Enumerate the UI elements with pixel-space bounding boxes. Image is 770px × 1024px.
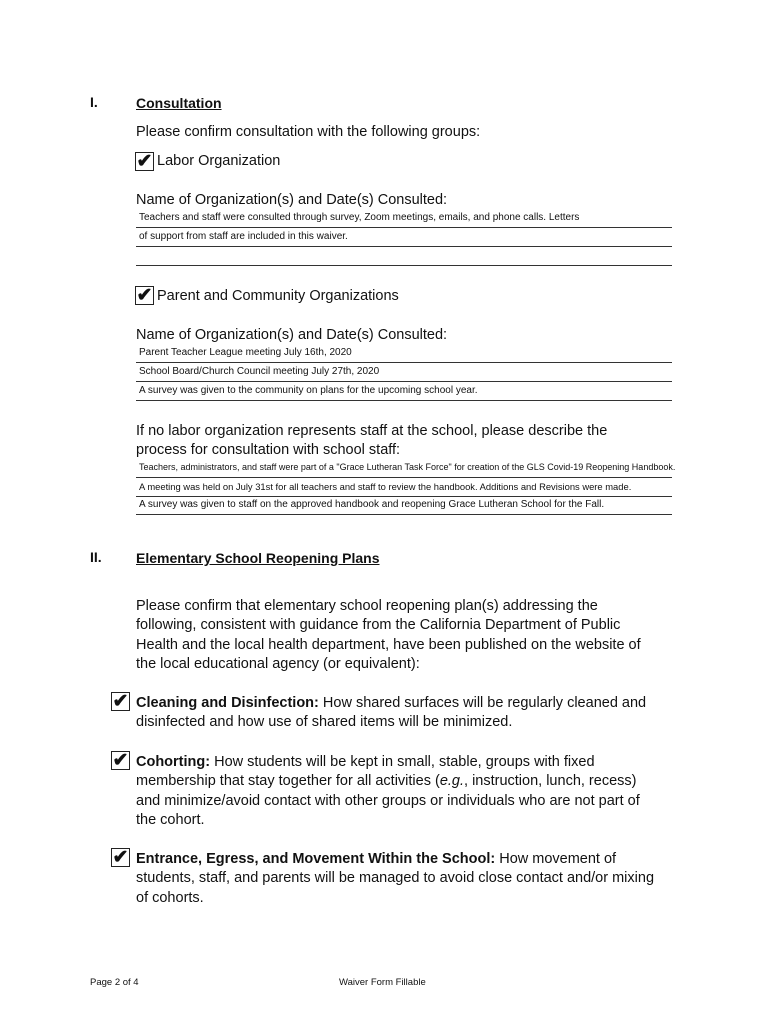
cohorting-line-2-b: , instruction, lunch, recess)	[464, 773, 637, 789]
cohorting-line-2-eg: e.g.	[439, 773, 465, 789]
parent-line-1-text[interactable]: Parent Teacher League meeting July 16th, 2020	[139, 347, 352, 358]
staff-line-3-text[interactable]: A survey was given to staff on the approved handbook and reopening Grace Lutheran School for the Fall.	[139, 499, 605, 510]
cohorting-checkbox[interactable]: ✔	[112, 750, 129, 771]
labor-names-label: Name of Organization(s) and Date(s) Consulted:	[136, 192, 448, 208]
cohorting-item-line-3: and minimize/avoid contact with other groups or individuals who are not part of	[136, 793, 640, 809]
cleaning-item-text: How shared surfaces will be regularly cleaned and	[318, 695, 647, 711]
entrance-item-text: How movement of	[495, 851, 617, 867]
labor-line-1-text[interactable]: Teachers and staff were consulted through survey, Zoom meetings, emails, and phone calls. Letters	[139, 212, 580, 223]
entrance-item-line-2: students, staff, and parents will be managed to avoid close contact and/or mixing	[136, 870, 655, 886]
entrance-egress-checkbox[interactable]: ✔	[112, 847, 129, 868]
labor-line-1	[136, 227, 672, 228]
labor-organization-label: Labor Organization	[157, 153, 281, 169]
cohorting-item-line-1	[136, 753, 595, 773]
cohorting-item-text: How students will be kept in small, stable, groups with fixed	[210, 754, 595, 770]
labor-organization-checkbox[interactable]: ✔	[136, 151, 153, 172]
staff-line-1	[136, 477, 672, 478]
section-2-title: Elementary School Reopening Plans	[136, 550, 380, 566]
staff-line-3	[136, 514, 672, 515]
parent-names-label: Name of Organization(s) and Date(s) Consulted:	[136, 327, 448, 343]
entrance-item-line-1	[136, 850, 616, 870]
no-labor-question-line-2: process for consultation with school staff:	[136, 442, 401, 458]
cohorting-item-title: Cohorting:	[136, 754, 211, 770]
section-2-intro-line-2: following, consistent with guidance from the California Department of Public	[136, 617, 621, 633]
section-2-numeral: II.	[90, 549, 102, 565]
parent-line-3	[136, 400, 672, 401]
cohorting-item-line-4: the cohort.	[136, 812, 205, 828]
labor-line-3	[136, 265, 672, 266]
page-number: Page 2 of 4	[90, 977, 139, 988]
form-name: Waiver Form Fillable	[339, 977, 426, 988]
cleaning-disinfection-checkbox[interactable]: ✔	[112, 691, 129, 712]
section-2-intro-line-3: Health and the local health department, have been published on the website of	[136, 637, 641, 653]
staff-line-2	[136, 496, 672, 497]
parent-line-2-text[interactable]: School Board/Church Council meeting July 27th, 2020	[139, 366, 380, 377]
labor-line-2-text[interactable]: of support from staff are included in this waiver.	[139, 231, 348, 242]
staff-line-2-text[interactable]: A meeting was held on July 31st for all teachers and staff to review the handbook. Additions and Revisions were made.	[139, 481, 632, 492]
staff-line-1-text[interactable]: Teachers, administrators, and staff were part of a "Grace Lutheran Task Force" for creation of the GLS Covid-19 Reopening Handbook.	[139, 462, 676, 472]
no-labor-question-line-1: If no labor organization represents staff at the school, please describe the	[136, 423, 608, 439]
parent-line-2	[136, 381, 672, 382]
parent-line-3-text[interactable]: A survey was given to the community on plans for the upcoming school year.	[139, 385, 478, 396]
section-1-title: Consultation	[136, 95, 222, 111]
entrance-item-line-3: of cohorts.	[136, 890, 204, 906]
section-1-intro: Please confirm consultation with the following groups:	[136, 124, 481, 140]
cleaning-item-line-2: disinfected and how use of shared items will be minimized.	[136, 714, 513, 730]
cohorting-item-line-2	[136, 772, 636, 792]
entrance-item-title: Entrance, Egress, and Movement Within the School:	[136, 851, 496, 867]
section-2-intro-line-4: the local educational agency (or equivalent):	[136, 656, 420, 672]
section-2-intro-line-1: Please confirm that elementary school reopening plan(s) addressing the	[136, 598, 598, 614]
labor-line-2	[136, 246, 672, 247]
cleaning-item-title: Cleaning and Disinfection:	[136, 695, 319, 711]
parent-line-1	[136, 362, 672, 363]
cohorting-line-2-a: membership that stay together for all activities (	[136, 773, 440, 789]
parent-community-checkbox[interactable]: ✔	[136, 285, 153, 306]
section-1-numeral: I.	[90, 94, 98, 110]
parent-community-label: Parent and Community Organizations	[157, 288, 399, 304]
cleaning-item-line-1	[136, 694, 646, 714]
